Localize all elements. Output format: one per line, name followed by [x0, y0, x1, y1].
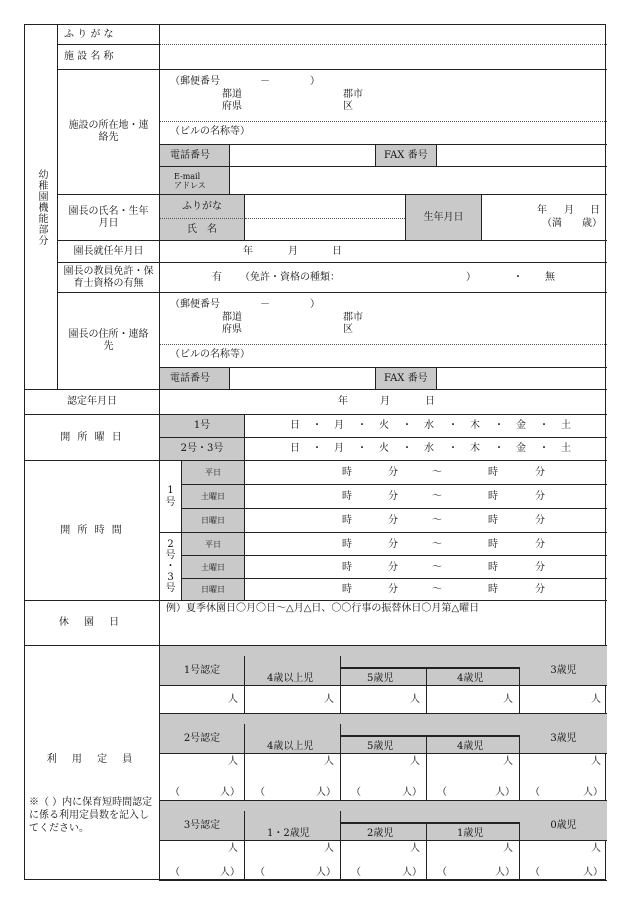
weekday-label[interactable]: 木: [470, 420, 480, 431]
capacity-strip: [160, 646, 607, 656]
weekday-label[interactable]: 日: [290, 420, 300, 431]
capacity-input-cell[interactable]: [520, 686, 607, 714]
time-unit-label: 時: [488, 562, 498, 573]
license-label-cell: [58, 263, 160, 293]
director-address-label-cell: [58, 293, 160, 390]
director-address-label: 園長の住所・連絡先: [68, 329, 149, 352]
time-unit-label: 時: [488, 539, 498, 550]
hours-input-row[interactable]: [245, 461, 607, 485]
capacity-unit: 人: [591, 843, 601, 854]
weekday-label[interactable]: 木: [470, 443, 480, 454]
license-kind: （免許・資格の種類：: [240, 272, 340, 283]
capacity-cert-label: 2号認定: [183, 732, 221, 744]
weekday-label[interactable]: 土: [561, 443, 571, 454]
capacity-age-label: 3歳児: [550, 664, 577, 676]
email-input[interactable]: [230, 166, 607, 195]
capacity-paren-open: （: [170, 787, 180, 798]
time-unit-label: ～: [432, 515, 442, 526]
director-postal-dash: －: [260, 299, 270, 310]
capacity-input-cell[interactable]: [427, 686, 520, 714]
time-unit-label: 分: [535, 562, 545, 573]
time-unit-label: 時: [342, 539, 352, 550]
open-days-type23-cell: [160, 438, 245, 461]
director-prefecture-top: 都道: [222, 312, 242, 323]
recognition-label-cell: [25, 390, 160, 415]
capacity-paren-open: （: [437, 867, 447, 878]
license-input[interactable]: [160, 263, 607, 293]
capacity-input-cell[interactable]: [427, 754, 520, 801]
phone-input[interactable]: [230, 144, 375, 166]
capacity-paren-close: 人）: [583, 787, 603, 798]
director-building-input[interactable]: [160, 344, 607, 367]
recognition-month-label: 月: [380, 396, 390, 407]
capacity-age-cell: [341, 823, 427, 841]
capacity-age-cell: [341, 736, 427, 754]
capacity-unit: 人: [410, 756, 420, 767]
capacity-paren-close: 人）: [583, 867, 603, 878]
capacity-age-label: 4歳児: [457, 741, 484, 752]
holiday-label-cell: [25, 601, 160, 646]
facility-name-input[interactable]: [160, 45, 607, 70]
holiday-label: 休 園 日: [58, 617, 126, 628]
open-hours-go1-label: 1 号: [165, 484, 176, 508]
capacity-unit: 人: [324, 843, 334, 854]
capacity-unit: 人: [591, 756, 601, 767]
time-unit-label: 分: [388, 562, 398, 573]
weekday-label[interactable]: 火: [379, 420, 389, 431]
day-type-cell: [182, 556, 245, 579]
license-close: ）: [466, 272, 476, 283]
director-name-label-cell: [58, 195, 160, 241]
capacity-paren-close: 人）: [220, 867, 240, 878]
day-type-label: 日曜日: [201, 516, 225, 525]
license-dot: ・: [513, 272, 523, 283]
capacity-cert-cell: [160, 656, 245, 686]
time-unit-label: 時: [342, 584, 352, 595]
capacity-cert-cell: [160, 724, 245, 754]
open-days-type1-row[interactable]: [245, 415, 607, 438]
time-unit-label: ～: [432, 539, 442, 550]
director-ward-label: 区: [343, 324, 353, 335]
weekday-separator: ・: [357, 420, 367, 431]
building-label: （ビルの名称等）: [170, 126, 250, 137]
capacity-paren-open: （: [170, 867, 180, 878]
capacity-age-label: 5歳児: [367, 673, 394, 684]
capacity-label: 利 用 定 員: [46, 754, 139, 765]
open-days-label-cell: [25, 415, 160, 461]
prefecture-bottom: 府県: [222, 101, 242, 112]
hours-input-row[interactable]: [245, 533, 607, 556]
director-phone-input[interactable]: [230, 367, 375, 390]
furigana-label: ふ り が な: [64, 29, 114, 40]
age-prefix: （満: [542, 218, 562, 229]
capacity-paren-open: （: [255, 787, 265, 798]
capacity-age-label: 1歳児: [457, 828, 484, 839]
capacity-unit: 人: [324, 694, 334, 705]
capacity-paren-close: 人）: [316, 867, 336, 878]
recognition-day-label: 日: [425, 396, 435, 407]
open-days-type1-cell: [160, 415, 245, 438]
weekday-separator: ・: [402, 420, 412, 431]
capacity-paren-close: 人）: [402, 867, 422, 878]
birth-month-label: 月: [564, 205, 574, 216]
time-unit-label: 分: [535, 491, 545, 502]
appointment-date-input[interactable]: [160, 241, 607, 263]
director-fax-label: FAX 番号: [384, 373, 428, 384]
capacity-unit: 人: [410, 843, 420, 854]
weekday-separator: ・: [539, 420, 549, 431]
open-hours-go23-label: 2 号 ・ 3 号: [165, 539, 176, 594]
facility-address-input[interactable]: [160, 70, 607, 121]
facility-address-label: 施設の所在地・連絡先: [68, 120, 149, 143]
weekday-label[interactable]: 月: [334, 443, 344, 454]
director-furigana-input[interactable]: [245, 195, 405, 219]
facility-address-label-cell: [58, 70, 160, 195]
city-label: 郡市: [343, 89, 363, 100]
appointment-day-label: 日: [332, 246, 342, 257]
capacity-input-cell[interactable]: [341, 754, 427, 801]
director-furigana-label: ふりがな: [182, 200, 222, 212]
hours-input-row[interactable]: [245, 556, 607, 579]
section-label: 幼稚園機能部分: [36, 168, 47, 246]
director-address-input[interactable]: [160, 293, 607, 344]
director-phone-label: 電話番号: [170, 373, 210, 384]
hours-input-row[interactable]: [245, 485, 607, 509]
capacity-age-label: 5歳児: [367, 741, 394, 752]
license-label: 園長の教員免許・保育士資格の有無: [63, 265, 154, 289]
furigana-input[interactable]: [160, 25, 607, 45]
day-type-cell: [182, 509, 245, 533]
weekday-label[interactable]: 金: [516, 443, 526, 454]
capacity-input-cell[interactable]: [520, 754, 607, 801]
furigana-label-cell: [58, 25, 160, 45]
weekday-label[interactable]: 日: [290, 443, 300, 454]
hours-input-row[interactable]: [245, 579, 607, 601]
time-unit-label: ～: [432, 562, 442, 573]
time-unit-label: 分: [388, 467, 398, 478]
appointment-year-label: 年: [243, 246, 253, 257]
day-type-cell: [182, 485, 245, 509]
birth-year-label: 年: [537, 205, 547, 216]
section-label-cell: [25, 25, 58, 390]
time-unit-label: 時: [488, 467, 498, 478]
recognition-year-label: 年: [338, 396, 348, 407]
age-suffix: 歳）: [582, 218, 602, 229]
hours-input-row[interactable]: [245, 509, 607, 533]
facility-building-input[interactable]: [160, 121, 607, 144]
weekday-separator: ・: [448, 420, 458, 431]
weekday-separator: ・: [494, 420, 504, 431]
open-days-label: 開 所 曜 日: [60, 431, 124, 443]
day-type-label: 平日: [205, 539, 221, 549]
capacity-paren-open: （: [530, 787, 540, 798]
time-unit-label: 時: [342, 562, 352, 573]
capacity-age-label: 4歳以上児: [267, 741, 314, 752]
day-type-label: 土曜日: [201, 562, 225, 572]
time-unit-label: 分: [535, 515, 545, 526]
time-unit-label: 分: [535, 467, 545, 478]
capacity-age-cell: [520, 724, 607, 754]
capacity-cert-label: 1号認定: [183, 664, 221, 676]
fax-input[interactable]: [437, 144, 607, 166]
time-unit-label: 時: [342, 515, 352, 526]
time-unit-label: 時: [488, 584, 498, 595]
day-type-label: 日曜日: [201, 585, 225, 594]
capacity-paren-close: 人）: [495, 787, 515, 798]
capacity-age-label: 0歳児: [550, 819, 577, 831]
capacity-input-cell[interactable]: [520, 841, 607, 881]
capacity-paren-close: 人）: [220, 787, 240, 798]
capacity-note: ※（ ）内に保育短時間認定に係る利用定員数を記入してください。: [29, 797, 153, 834]
weekday-separator: ・: [357, 443, 367, 454]
capacity-age-cell: [245, 811, 341, 841]
postal-dash: －: [260, 76, 270, 87]
capacity-input-cell[interactable]: [160, 686, 245, 714]
weekday-separator: ・: [448, 443, 458, 454]
capacity-unit: 人: [410, 694, 420, 705]
open-hours-go23-cell: [160, 533, 182, 601]
holiday-example: 例）夏季休園日〇月〇日～△月△日、〇〇行事の振替休日〇月第△曜日: [166, 603, 480, 614]
fax-label-cell: [375, 144, 437, 166]
capacity-unit: 人: [228, 843, 238, 854]
capacity-age-label: 2歳児: [367, 828, 394, 839]
capacity-input-cell[interactable]: [427, 841, 520, 881]
weekday-separator: ・: [539, 443, 549, 454]
weekday-separator: ・: [312, 420, 322, 431]
day-type-cell: [182, 533, 245, 556]
capacity-unit: 人: [228, 756, 238, 767]
director-fax-label-cell: [375, 367, 437, 390]
day-type-cell: [182, 461, 245, 485]
weekday-separator: ・: [402, 443, 412, 454]
capacity-unit: 人: [324, 756, 334, 767]
open-days-type23-label: 2号・3号: [180, 443, 224, 454]
capacity-input-cell[interactable]: [245, 686, 341, 714]
holiday-input[interactable]: [160, 601, 607, 646]
time-unit-label: ～: [432, 491, 442, 502]
capacity-input-cell[interactable]: [341, 686, 427, 714]
time-unit-label: 分: [535, 584, 545, 595]
capacity-age-label: 4歳児: [457, 673, 484, 684]
director-fax-input[interactable]: [437, 367, 607, 390]
director-shimei-label: 氏 名: [187, 223, 217, 235]
capacity-input-cell[interactable]: [160, 754, 245, 801]
director-name-label: 園長の氏名・生年月日: [68, 205, 149, 229]
capacity-unit: 人: [591, 694, 601, 705]
capacity-unit: 人: [503, 694, 513, 705]
phone-label: 電話番号: [170, 150, 210, 161]
weekday-label[interactable]: 金: [516, 420, 526, 431]
capacity-paren-close: 人）: [402, 787, 422, 798]
director-furigana-label-cell: [160, 195, 245, 219]
capacity-cert-label: 3号認定: [183, 819, 221, 831]
director-postal-prefix: （郵便番号: [170, 299, 220, 310]
capacity-age-label: 1・2歳児: [267, 828, 310, 839]
weekday-label[interactable]: 月: [334, 420, 344, 431]
capacity-age-cell: [341, 668, 427, 686]
birth-day-label: 日: [590, 205, 600, 216]
capacity-unit: 人: [503, 756, 513, 767]
capacity-age-cell: [245, 656, 341, 686]
time-unit-label: ～: [432, 467, 442, 478]
capacity-age-label: 4歳以上児: [267, 673, 314, 684]
time-unit-label: 時: [488, 515, 498, 526]
capacity-paren-open: （: [351, 787, 361, 798]
prefecture-top: 都道: [222, 89, 242, 100]
time-unit-label: 分: [388, 539, 398, 550]
time-unit-label: 分: [388, 515, 398, 526]
capacity-cert-cell: [160, 811, 245, 841]
postal-close: ）: [310, 76, 320, 87]
weekday-separator: ・: [312, 443, 322, 454]
time-unit-label: 分: [535, 539, 545, 550]
birth-label-cell: [405, 195, 482, 241]
capacity-age-cell: [520, 811, 607, 841]
time-unit-label: 時: [488, 491, 498, 502]
capacity-input-cell[interactable]: [341, 841, 427, 881]
weekday-label[interactable]: 水: [424, 420, 434, 431]
facility-name-label: 施 設 名 称: [64, 51, 114, 62]
director-city-label: 郡市: [343, 312, 363, 323]
capacity-input-cell[interactable]: [160, 841, 245, 881]
capacity-strip: [160, 801, 607, 811]
capacity-age-cell: [427, 736, 520, 754]
weekday-label[interactable]: 水: [424, 443, 434, 454]
capacity-age-cell: [520, 656, 607, 686]
director-phone-label-cell: [160, 367, 230, 390]
day-type-label: 平日: [205, 468, 221, 477]
director-name-input[interactable]: [245, 219, 405, 241]
form-table: [24, 24, 606, 880]
director-name-label-small-cell: [160, 219, 245, 241]
time-unit-label: ～: [432, 584, 442, 595]
director-prefecture-bottom: 府県: [222, 324, 242, 335]
ward-label: 区: [343, 101, 353, 112]
open-days-type1-label: 1号: [193, 420, 211, 431]
weekday-label[interactable]: 土: [561, 420, 571, 431]
appointment-month-label: 月: [288, 246, 298, 257]
capacity-paren-open: （: [351, 867, 361, 878]
open-days-type23-row[interactable]: [245, 438, 607, 461]
capacity-paren-open: （: [255, 867, 265, 878]
weekday-label[interactable]: 火: [379, 443, 389, 454]
director-building-label: （ビルの名称等）: [170, 349, 250, 360]
email-label-1: E-mail: [174, 172, 201, 181]
time-unit-label: 時: [342, 467, 352, 478]
capacity-age-cell: [427, 668, 520, 686]
recognition-label: 認定年月日: [67, 396, 117, 407]
capacity-age-cell: [245, 724, 341, 754]
birth-date-input[interactable]: [482, 195, 607, 241]
capacity-paren-open: （: [437, 787, 447, 798]
open-hours-go1-cell: [160, 461, 182, 533]
capacity-input-cell[interactable]: [245, 841, 341, 881]
capacity-label-cell: [25, 646, 160, 881]
capacity-age-cell: [427, 823, 520, 841]
fax-label: FAX 番号: [384, 150, 428, 161]
open-hours-label-cell: [25, 461, 160, 601]
phone-label-cell: [160, 144, 230, 166]
email-label-2: アドレス: [174, 181, 206, 190]
appointment-label-cell: [58, 241, 160, 263]
license-none: 無: [545, 272, 555, 283]
appointment-label: 園長就任年月日: [73, 245, 144, 257]
postal-prefix: （郵便番号: [170, 76, 220, 87]
director-postal-close: ）: [310, 299, 320, 310]
facility-name-label-cell: [58, 45, 160, 70]
open-hours-label: 開 所 時 間: [60, 524, 124, 536]
capacity-paren-close: 人）: [316, 787, 336, 798]
day-type-cell: [182, 579, 245, 601]
weekday-separator: ・: [494, 443, 504, 454]
time-unit-label: 時: [342, 491, 352, 502]
capacity-age-label: 3歳児: [550, 732, 577, 744]
time-unit-label: 分: [388, 491, 398, 502]
birth-label: 生年月日: [423, 211, 464, 223]
email-label-cell: [160, 166, 230, 195]
capacity-paren-close: 人）: [495, 867, 515, 878]
time-unit-label: 分: [388, 584, 398, 595]
capacity-unit: 人: [228, 694, 238, 705]
day-type-label: 土曜日: [201, 492, 225, 501]
capacity-unit: 人: [503, 843, 513, 854]
capacity-strip: [160, 714, 607, 724]
license-have: 有: [212, 272, 222, 283]
recognition-date-input[interactable]: [160, 390, 607, 415]
capacity-paren-open: （: [530, 867, 540, 878]
capacity-input-cell[interactable]: [245, 754, 341, 801]
